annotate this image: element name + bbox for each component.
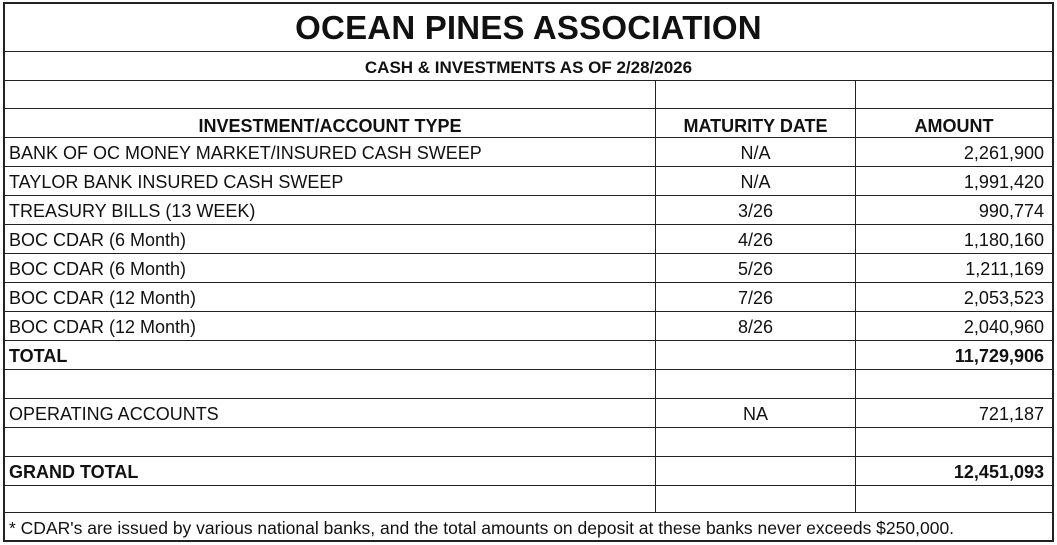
row-maturity: N/A xyxy=(655,167,855,195)
row-type: BOC CDAR (6 Month) xyxy=(9,230,187,250)
row-maturity: 8/26 xyxy=(655,312,855,340)
blank-row xyxy=(5,428,1052,457)
operating-amount: 721,187 xyxy=(855,399,1052,427)
row-amount: 1,180,160 xyxy=(855,225,1052,253)
row-type: BOC CDAR (12 Month) xyxy=(9,317,197,337)
blank-row xyxy=(5,370,1052,399)
grand-total-amount: 12,451,093 xyxy=(855,457,1052,485)
row-maturity: 5/26 xyxy=(655,254,855,282)
row-amount: 2,040,960 xyxy=(855,312,1052,340)
row-maturity: N/A xyxy=(655,138,855,166)
column-header-row xyxy=(5,109,1052,138)
operating-label: OPERATING ACCOUNTS xyxy=(9,404,219,424)
total-label: TOTAL xyxy=(9,346,68,366)
row-amount: 1,211,169 xyxy=(855,254,1052,282)
total-row xyxy=(5,341,1052,370)
table-row xyxy=(5,254,1052,283)
operating-accounts-row xyxy=(5,399,1052,428)
row-maturity: 4/26 xyxy=(655,225,855,253)
row-amount: 2,053,523 xyxy=(855,283,1052,311)
footnote: * CDAR's are issued by various national banks, and the total amounts on deposit at these banks never exceeds $250,000. xyxy=(9,518,955,538)
row-type: BOC CDAR (12 Month) xyxy=(9,288,197,308)
row-type: TAYLOR BANK INSURED CASH SWEEP xyxy=(9,172,344,192)
table-row xyxy=(5,312,1052,341)
table-row xyxy=(5,283,1052,312)
table-row xyxy=(5,138,1052,167)
table-row xyxy=(5,225,1052,254)
grand-total-row xyxy=(5,457,1052,486)
row-maturity: 3/26 xyxy=(655,196,855,224)
column-header-amount: AMOUNT xyxy=(855,109,1052,137)
table-row xyxy=(5,196,1052,225)
grand-total-label: GRAND TOTAL xyxy=(9,462,139,482)
column-header-type: INVESTMENT/ACCOUNT TYPE xyxy=(198,116,462,136)
total-amount: 11,729,906 xyxy=(855,341,1052,369)
sheet-title: OCEAN PINES ASSOCIATION xyxy=(5,4,1052,52)
row-amount: 2,261,900 xyxy=(855,138,1052,166)
row-maturity: 7/26 xyxy=(655,283,855,311)
row-amount: 990,774 xyxy=(855,196,1052,224)
operating-maturity: NA xyxy=(655,399,855,427)
row-amount: 1,991,420 xyxy=(855,167,1052,195)
blank-row xyxy=(5,81,1052,109)
row-type: BANK OF OC MONEY MARKET/INSURED CASH SWEEP xyxy=(9,143,482,163)
column-header-maturity: MATURITY DATE xyxy=(655,109,855,137)
row-type: TREASURY BILLS (13 WEEK) xyxy=(9,201,256,221)
blank-row xyxy=(5,486,1052,513)
table-row xyxy=(5,167,1052,196)
cash-investments-sheet xyxy=(3,2,1054,542)
row-type: BOC CDAR (6 Month) xyxy=(9,259,187,279)
sheet-subtitle: CASH & INVESTMENTS AS OF 2/28/2026 xyxy=(5,52,1052,81)
